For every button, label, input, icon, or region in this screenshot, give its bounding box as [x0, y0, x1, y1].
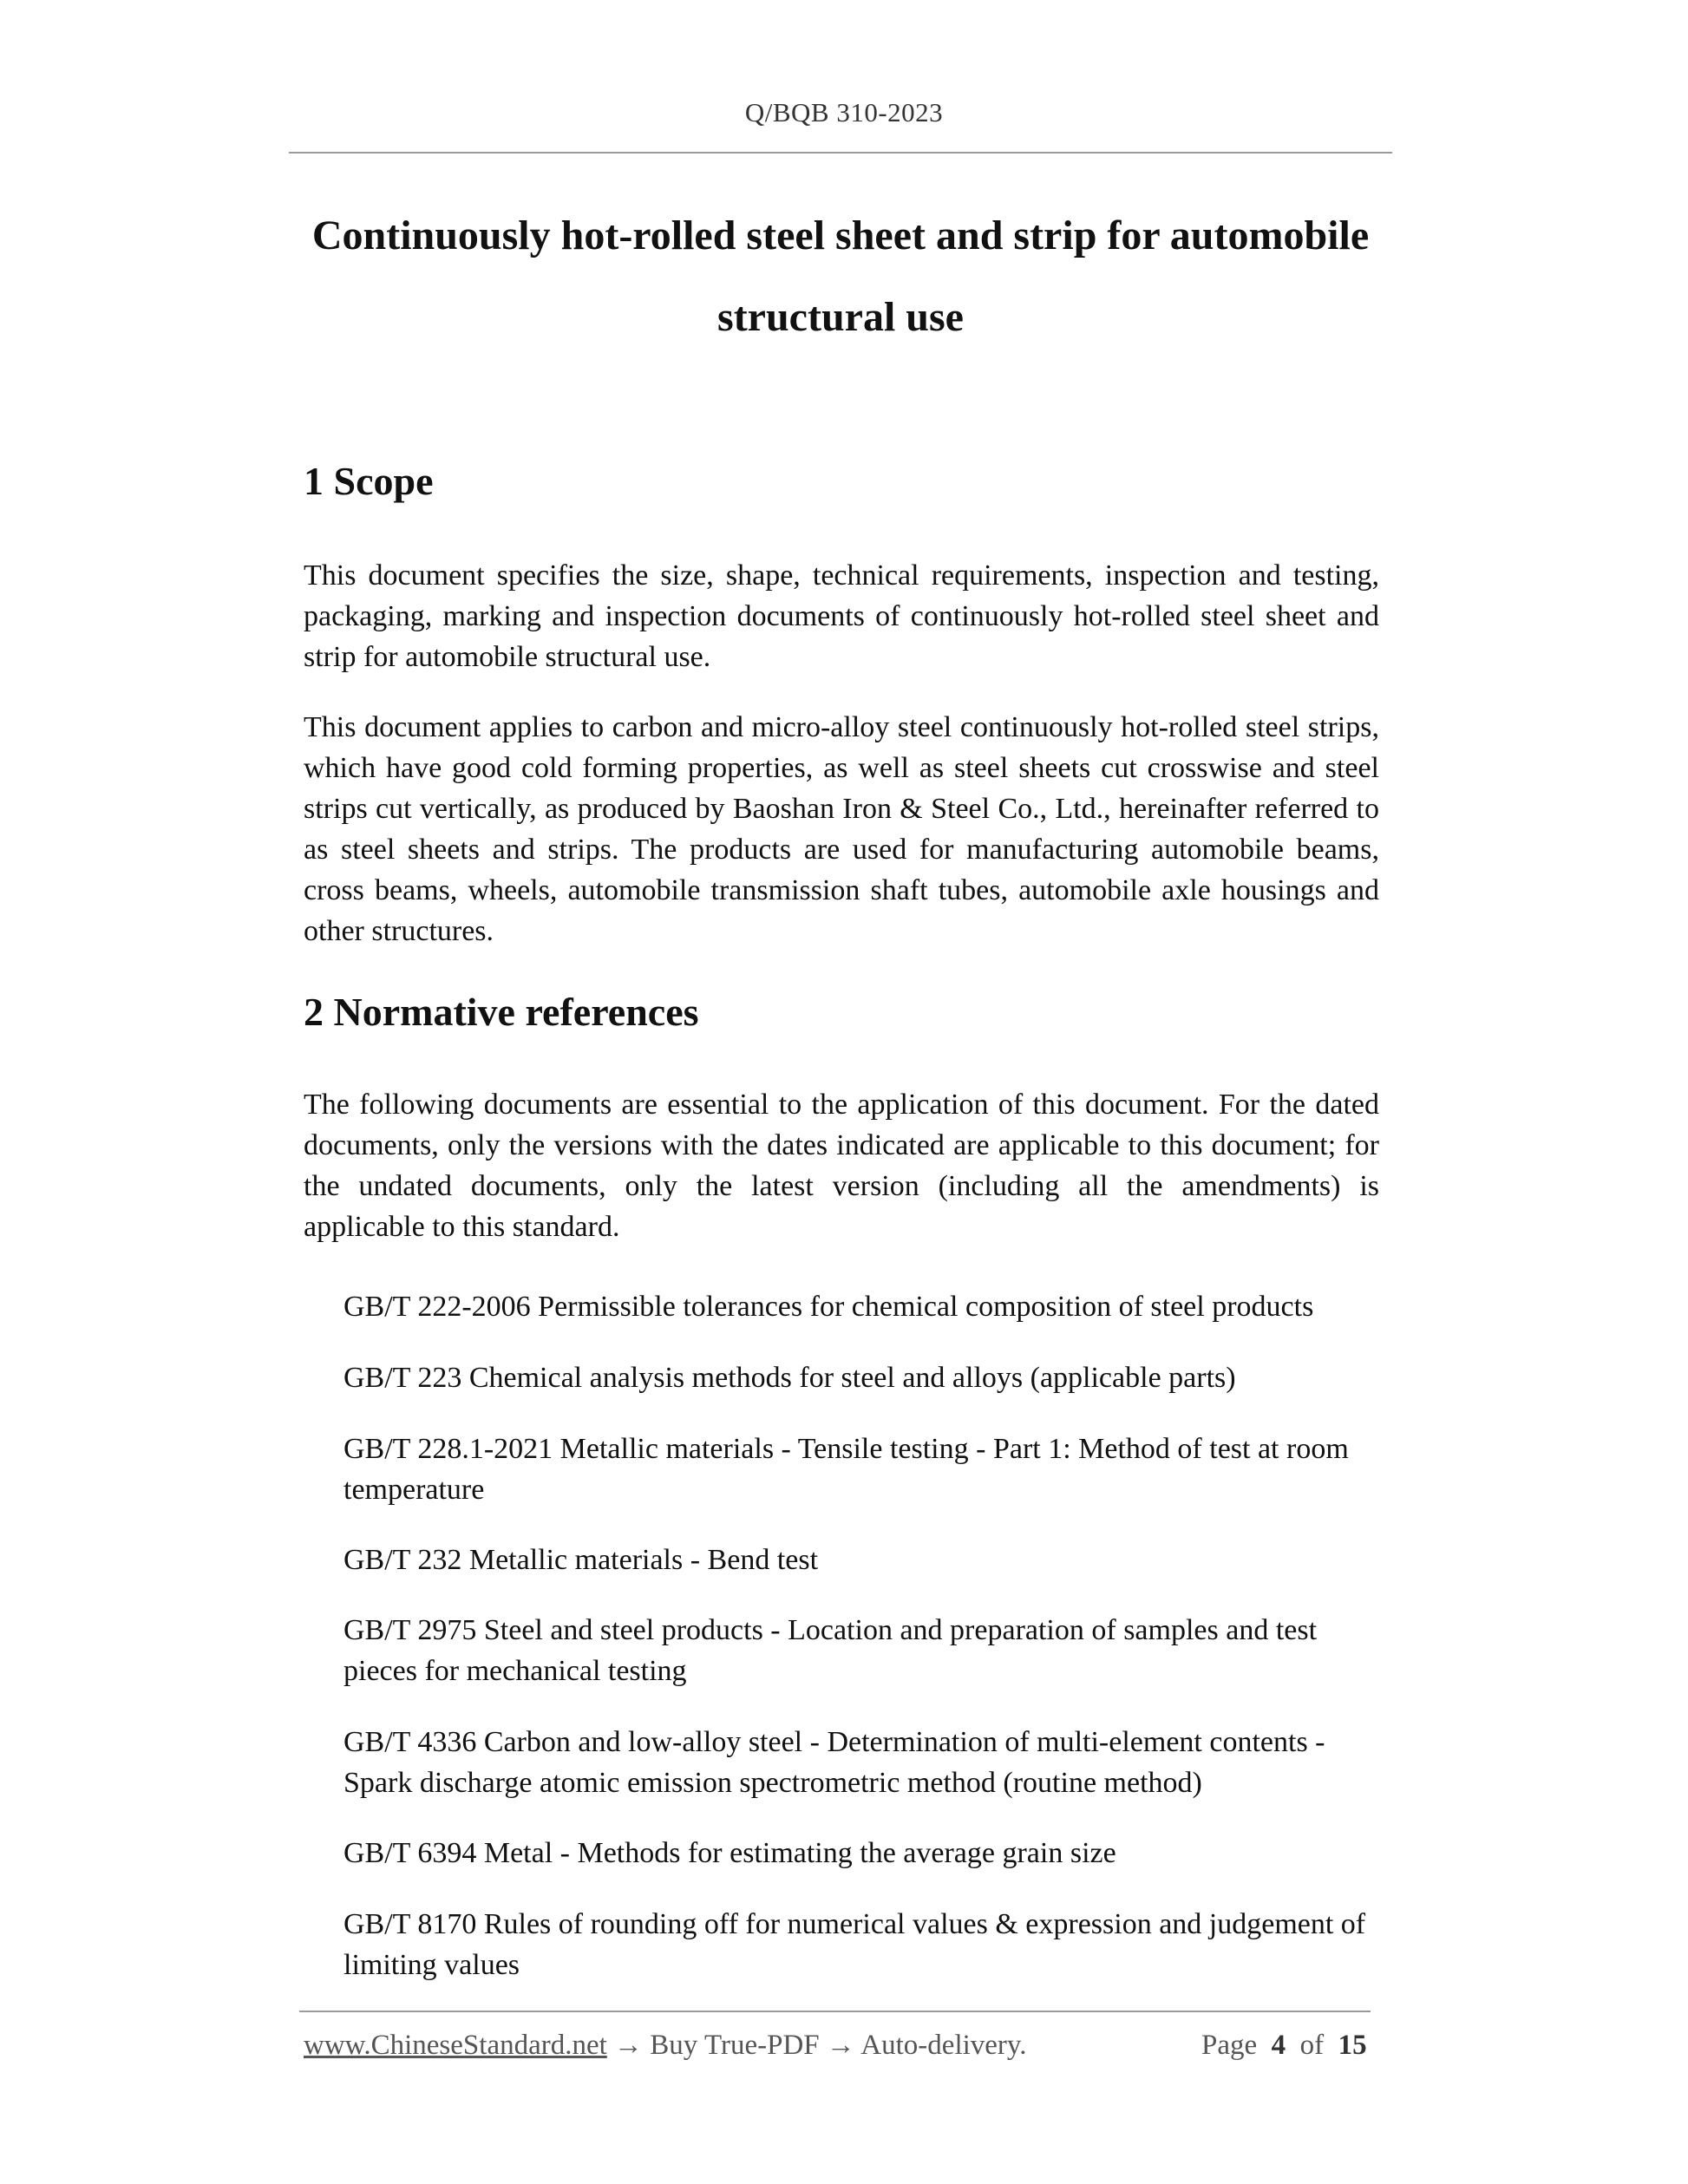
reference-item: GB/T 8170 Rules of rounding off for numerical values & expression and judgement of limiting values	[343, 1908, 1366, 1981]
chinesestandard-link[interactable]: www.ChineseStandard.net	[304, 2030, 607, 2061]
section-heading-normative-references: 2 Normative references	[304, 990, 699, 1034]
reference-item: GB/T 223 Chemical analysis methods for steel and alloys (applicable parts)	[343, 1362, 1236, 1394]
document-title-line-2: structural use	[717, 294, 964, 340]
reference-item: GB/T 232 Metallic materials - Bend test	[343, 1544, 819, 1576]
scope-paragraph-2: This document applies to carbon and micro-alloy steel continuously hot-rolled steel strips, which have good cold forming properties, as well as steel sheets cut crosswise and steel strips cut vertically, as produced by Baoshan Iron & Steel Co., Ltd., hereinafter referred to as steel sheets and strips. The products are used for manufacturing automobile beams, cross beams, wheels, automobile transmission shaft tubes, automobile axle housings and other structures.	[304, 711, 1379, 947]
document-title	[289, 195, 1392, 358]
document-code-header: Q/BQB 310-2023	[744, 97, 944, 128]
page-label: Page	[1201, 2030, 1258, 2061]
reference-item: GB/T 228.1-2021 Metallic materials - Tensile testing - Part 1: Method of test at room temperature	[343, 1433, 1349, 1506]
document-title-line-1: Continuously hot-rolled steel sheet and strip for automobile	[311, 213, 1370, 258]
scope-paragraph-1: This document specifies the size, shape, technical requirements, inspection and testing, packaging, marking and inspection documents of continuously hot-rolled steel sheet and strip for automobile structural use.	[304, 559, 1379, 673]
of-label: of	[1299, 2030, 1325, 2061]
section-heading-scope: 1 Scope	[304, 459, 434, 503]
reference-item: GB/T 4336 Carbon and low-alloy steel - Determination of multi-element contents - Spark discharge atomic emission spectrometric method (routine method)	[343, 1726, 1325, 1799]
page-current: 4	[1271, 2030, 1286, 2061]
reference-item: GB/T 222-2006 Permissible tolerances for chemical composition of steel products	[343, 1291, 1314, 1323]
page-number	[1201, 2030, 1367, 2062]
reference-item: GB/T 2975 Steel and steel products - Location and preparation of samples and test pieces for mechanical testing	[343, 1614, 1318, 1687]
reference-item: GB/T 6394 Metal - Methods for estimating the average grain size	[343, 1837, 1116, 1869]
footer-divider	[299, 2011, 1371, 2012]
page-total: 15	[1338, 2030, 1367, 2061]
footer-promo-text: → Buy True-PDF → Auto-delivery.	[606, 2030, 1027, 2061]
footer-promo	[304, 2030, 1027, 2062]
normative-intro-paragraph: The following documents are essential to the application of this document. For the dated documents, only the versions with the dates indicated are applicable to this document; for the undated documents, only the latest version (including all the amendments) is applicable to this standard.	[304, 1089, 1379, 1243]
header-divider	[289, 152, 1392, 154]
